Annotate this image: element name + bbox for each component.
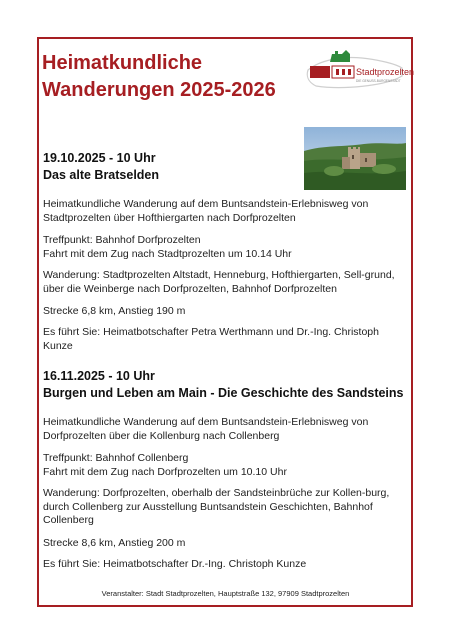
event-1-distance: Strecke 6,8 km, Anstieg 190 m <box>43 305 186 317</box>
event-1-title: Das alte Bratselden <box>43 168 160 182</box>
stadtprozelten-logo <box>302 46 415 94</box>
event-1-route: Wanderung: Stadtprozelten Altstadt, Henneburg, Hofthiergarten, Sell-grund, über die Weinberge nach Dorfprozelten, Bahnhof Dorfprozelten <box>43 269 395 295</box>
event-2-distance: Strecke 8,6 km, Anstieg 200 m <box>43 537 186 549</box>
event-1-date: 19.10.2025 - 10 Uhr <box>43 151 156 165</box>
event-1-meeting-point: Treffpunkt: Bahnhof Dorfprozelten <box>43 234 201 246</box>
event-1-description: Heimatkundliche Wanderung auf dem Buntsandstein-Erlebnisweg von Stadtprozelten über Hofthiergarten nach Dorfprozelten <box>43 198 369 224</box>
event-2-train-info: Fahrt mit dem Zug nach Dorfprozelten um 10.10 Uhr <box>43 466 287 478</box>
event-2-route: Wanderung: Dorfprozelten, oberhalb der Sandsteinbrüche zur Kollen-burg, durch Collenberg zur Ausstellung Buntsandstein Geschichten, Bahnhof Collenberg <box>43 487 390 526</box>
castle-ruin-photo <box>304 127 406 190</box>
organizer-footer: Veranstalter: Stadt Stadtprozelten, Hauptstraße 132, 97909 Stadtprozelten <box>101 589 350 598</box>
event-2-title: Burgen und Leben am Main - Die Geschichte des Sandsteins <box>43 386 404 400</box>
event-2-meeting-point: Treffpunkt: Bahnhof Collenberg <box>43 452 189 464</box>
page-title <box>42 50 276 104</box>
event-2-description: Heimatkundliche Wanderung auf dem Buntsandstein-Erlebnisweg von Dorfprozelten über die Kollenburg nach Collenberg <box>43 416 369 442</box>
event-2-date: 16.11.2025 - 10 Uhr <box>43 369 155 383</box>
title-line-1: Heimatkundliche <box>42 52 203 74</box>
title-line-2: Wanderungen 2025-2026 <box>42 79 276 101</box>
event-1-train-info: Fahrt mit dem Zug nach Stadtprozelten um 10.14 Uhr <box>43 248 292 260</box>
event-2-guide: Es führt Sie: Heimatbotschafter Dr.-Ing. Christoph Kunze <box>43 558 307 570</box>
logo-tagline: DIE GENUSS-BURGENSTADT <box>356 79 401 83</box>
event-1-guide: Es führt Sie: Heimatbotschafter Petra Werthmann und Dr.-Ing. Christoph Kunze <box>43 326 379 352</box>
logo-text: Stadtprozelten <box>356 67 415 77</box>
